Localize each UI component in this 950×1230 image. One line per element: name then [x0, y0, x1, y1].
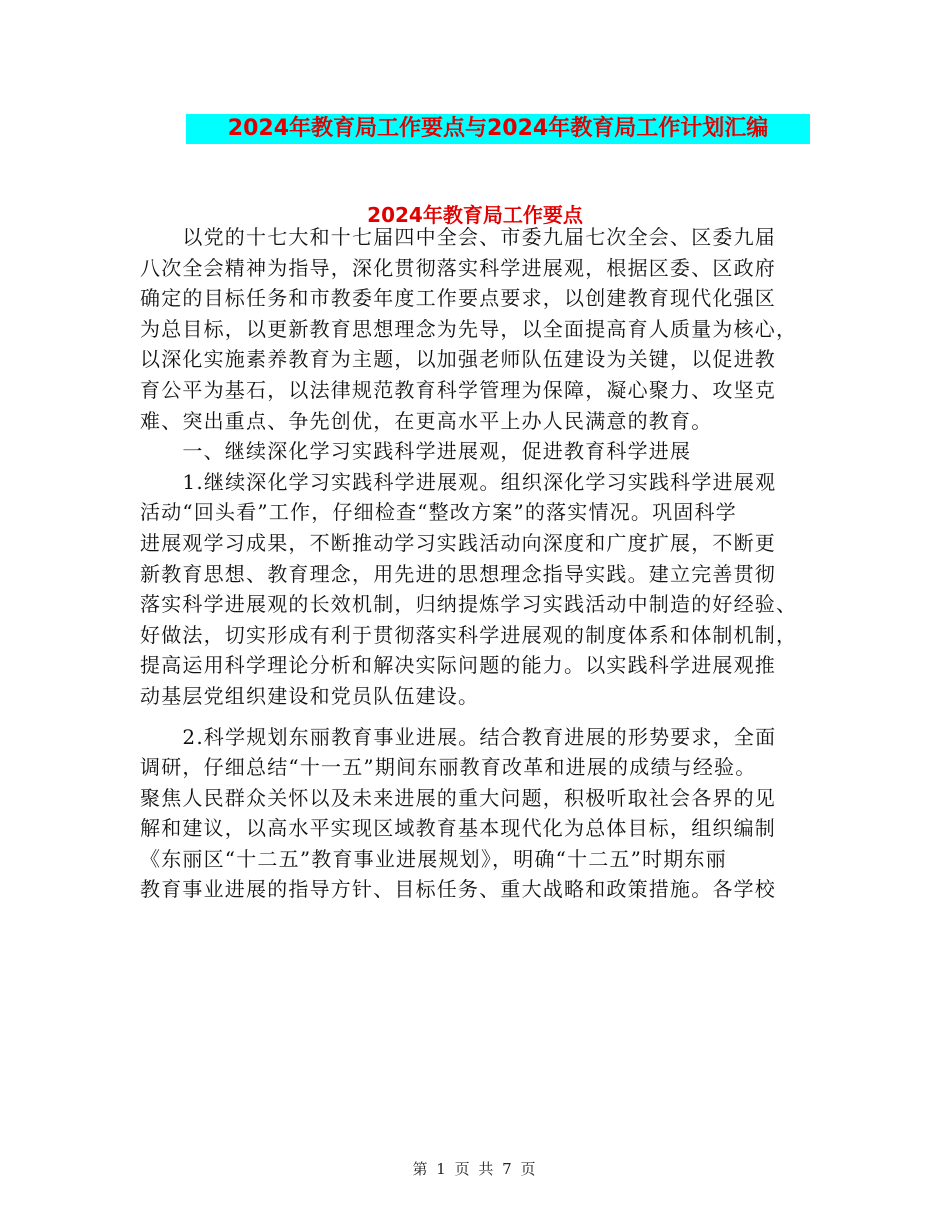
text-line: 提高运用科学理论分析和解决实际问题的能力。以实践科学进展观推 [140, 653, 776, 678]
text-line: 为总目标，以更新教育思想理念为先导，以全面提高育人质量为核心， [140, 316, 798, 341]
document-title: 2024年教育局工作要点与2024年教育局工作计划汇编 [186, 114, 810, 144]
text-line: 八次全会精神为指导，深化贯彻落实科学进展观，根据区委、区政府 [140, 255, 776, 280]
section-heading: 一、继续深化学习实践科学进展观，促进教育科学进展 [140, 439, 692, 464]
page-footer: 第 1 页 共 7 页 [412, 1160, 538, 1178]
text-line: 聚焦人民群众关怀以及未来进展的重大问题，积极听取社会各界的见 [140, 785, 776, 810]
text-line: 以党的十七大和十七届四中全会、市委九届七次全会、区委九届 [140, 225, 776, 249]
text-line: 调研，仔细总结“十一五”期间东丽教育改革和进展的成绩与经验。 [140, 755, 757, 780]
section-title: 2024年教育局工作要点 [367, 203, 583, 227]
text-line: 新教育思想、教育理念，用先进的思想理念指导实践。建立完善贯彻 [140, 561, 776, 586]
text-line: 1.继续深化学习实践科学进展观。组织深化学习实践科学进展观 [140, 469, 777, 494]
text-line: 教育事业进展的指导方针、目标任务、重大战略和政策措施。各学校 [140, 877, 776, 902]
text-line: 解和建议，以高水平实现区域教育基本现代化为总体目标，组织编制 [140, 816, 776, 841]
text-line: 落实科学进展观的长效机制，归纳提炼学习实践活动中制造的好经验、 [140, 592, 798, 617]
text-line: 育公平为基石，以法律规范教育科学管理为保障，凝心聚力、攻坚克 [140, 377, 776, 402]
text-line: 进展观学习成果，不断推动学习实践活动向深度和广度扩展，不断更 [140, 530, 776, 555]
text-line: 难、突出重点、争先创优，在更高水平上办人民满意的教育。 [140, 408, 713, 433]
text-line: 活动“回头看”工作，仔细检查“整改方案”的落实情况。巩固科学 [140, 500, 737, 525]
text-line: 动基层党组织建设和党员队伍建设。 [140, 683, 480, 708]
body-text [140, 222, 810, 905]
text-line: 2.科学规划东丽教育事业进展。结合教育进展的形势要求，全面 [140, 724, 777, 749]
text-line: 《东丽区“十二五”教育事业进展规划》，明确“十二五”时期东丽 [140, 846, 727, 871]
text-line: 好做法，切实形成有利于贯彻落实科学进展观的制度体系和体制机制， [140, 622, 798, 647]
text-line: 确定的目标任务和市教委年度工作要点要求，以创建教育现代化强区 [140, 286, 776, 311]
text-line: 以深化实施素养教育为主题，以加强老师队伍建设为关键，以促进教 [140, 347, 776, 372]
